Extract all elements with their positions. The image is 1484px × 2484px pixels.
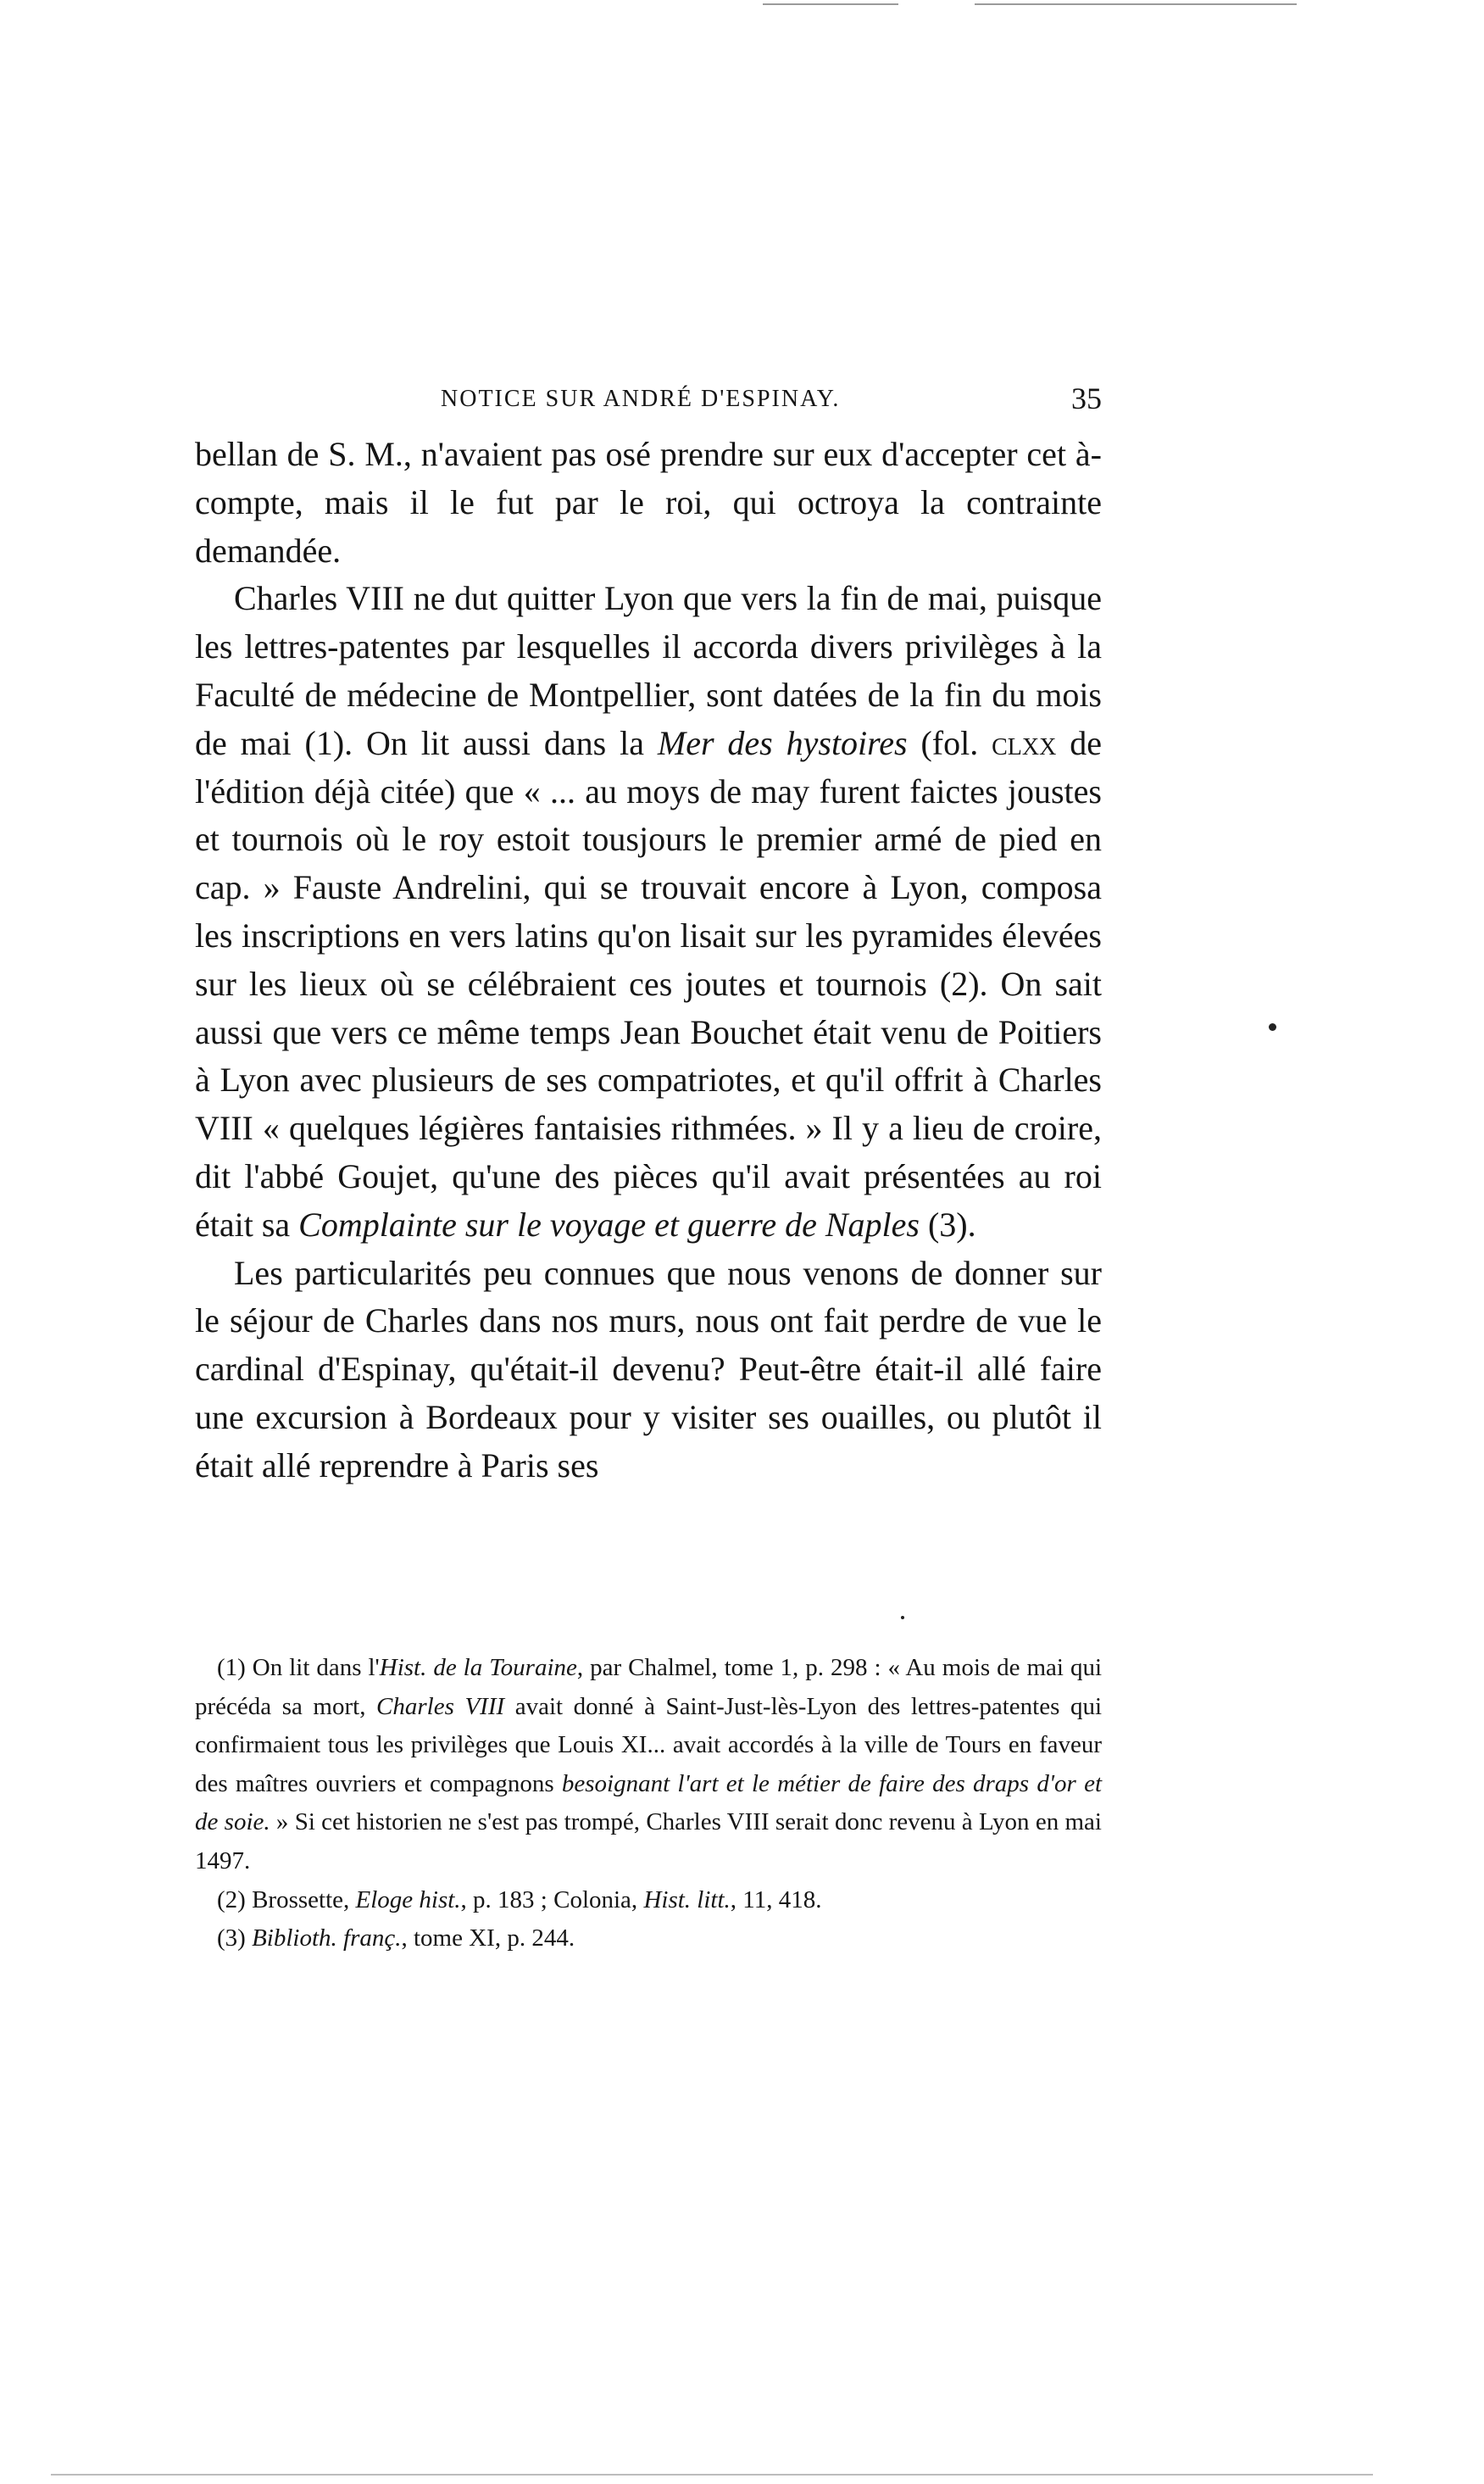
text-run: (3) (217, 1924, 253, 1952)
italic-title: Hist. litt. (643, 1885, 731, 1913)
main-text (195, 431, 1102, 1490)
text-run: (2) Brossette, (217, 1885, 356, 1913)
text-run: , p. 183 ; Colonia, (460, 1885, 644, 1913)
text-run: (3). (919, 1205, 976, 1244)
italic-title: Mer des hystoires (657, 723, 908, 762)
text-run: , 11, 418. (730, 1885, 822, 1913)
paragraph: Les particularités peu connues que nous venons de donner sur le séjour de Charles dans nos murs, nous ont fait perdre de vue le cardinal d'Espinay, qu'était-il devenu? Peut-être était-il allé faire une excursion à Bordeaux pour y visiter ses ouailles, ou plutôt il était allé reprendre à Paris ses (195, 1253, 1102, 1484)
scan-edge-bottom (51, 2474, 1373, 2476)
paragraph (195, 575, 1102, 1249)
text-run: (1) On lit dans l' (217, 1654, 380, 1681)
text-run: (fol. (907, 723, 992, 762)
italic-name: Charles VIII (376, 1692, 505, 1720)
running-title: NOTICE SUR ANDRÉ D'ESPINAY. (441, 386, 841, 412)
footnotes (195, 1649, 1102, 1958)
page-header (195, 377, 1102, 420)
text-run: Charles VIII ne dut quitter Lyon que vers la fin de mai, puisque les lettres-patentes par lesquelles il accorda divers privilèges à la Faculté de médecine de Montpellier, sont datées de la fin du mois de mai (1). On lit aussi dans la (195, 579, 1102, 762)
text-run: avait donné à Saint-Just-lès-Lyon des lettres-patentes qui confirmaient tous les privilèges que Louis XI... avait accordés à la ville de Tours en faveur des maîtres ouvriers et compagnons (195, 1692, 1103, 1797)
footnote-3 (195, 1919, 1102, 1958)
text-run: de l'édition déjà citée) que « ... au moys de may furent faictes joustes et tournois où le roy estoit tousjours le premier armé de pied en cap. » Fauste Andrelini, qui se trouvait encore à Lyon, composa les inscriptions en vers latins qu'on lisait sur les pyramides élevées sur les lieux où se célébraient ces joutes et tournois (2). On sait aussi que vers ce même temps Jean Bouchet était venu de Poitiers à Lyon avec plusieurs de ses compatriotes, et qu'il offrit à Charles VIII « quelques légières fantaisies rithmées. » Il y a lieu de croire, dit l'abbé Goujet, qu'une des pièces qu'il avait présentées au roi était sa (195, 723, 1102, 1244)
italic-title: Hist. de la Touraine (379, 1654, 577, 1681)
paragraph: bellan de S. M., n'avaient pas osé prendre sur eux d'accepter cet à-compte, mais il le fut par le roi, qui octroya la contrainte demandée. (195, 435, 1102, 570)
page-number: 35 (1071, 382, 1102, 415)
italic-quote: besoignant l'art et le métier de faire des draps d'or et de soie. (195, 1769, 1103, 1836)
ink-speck (1269, 1023, 1276, 1031)
text-run: , tome XI, p. 244. (401, 1924, 575, 1952)
text-run: » Si cet historien ne s'est pas trompé, Charles VIII serait donc revenu à Lyon en mai 1497. (195, 1808, 1102, 1874)
footnote-2 (195, 1881, 1102, 1920)
folio-numeral: clxx (992, 723, 1057, 762)
scan-edge-top-right (975, 3, 1297, 5)
text-run: , par Chalmel, tome 1, p. 298 : « Au mois de mai qui précéda sa mort, (195, 1654, 1103, 1720)
italic-title: Eloge hist. (355, 1885, 461, 1913)
ink-speck (901, 1616, 904, 1619)
italic-title: Biblioth. franç. (252, 1924, 402, 1952)
italic-title: Complainte sur le voyage et guerre de Naples (298, 1205, 920, 1244)
footnote-1 (195, 1649, 1102, 1881)
scan-edge-top (763, 3, 898, 5)
